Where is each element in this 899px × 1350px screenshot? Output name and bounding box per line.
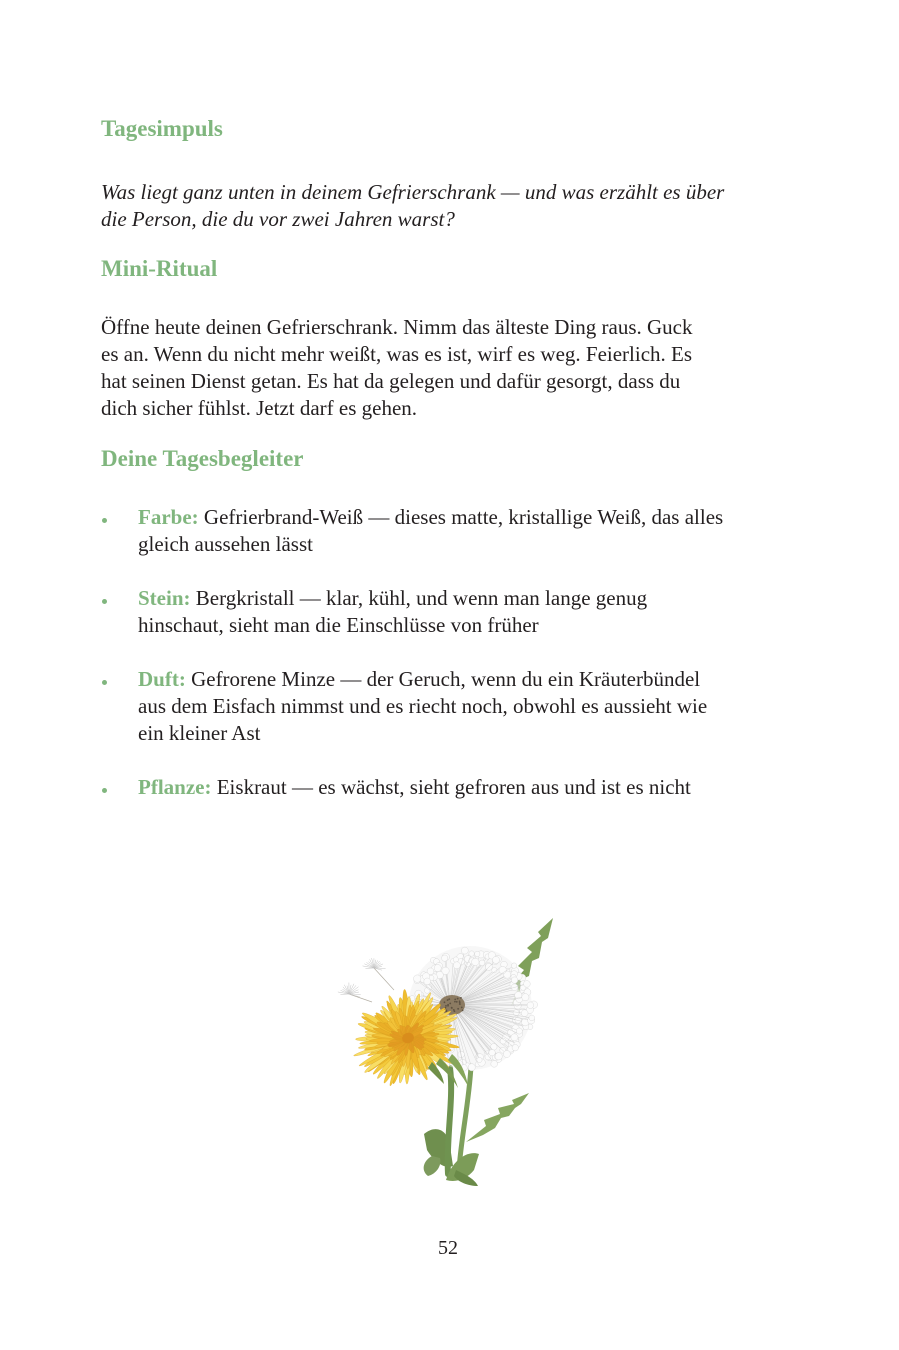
bullet-icon xyxy=(102,518,107,523)
companion-label: Stein: xyxy=(138,586,191,610)
companion-line: hinschaut, sieht man die Einschlüsse von früher xyxy=(138,613,539,637)
companion-text: Bergkristall — klar, kühl, und wenn man lange genug xyxy=(195,586,648,610)
ritual-paragraph xyxy=(101,314,693,422)
leaf-right xyxy=(466,1093,529,1142)
bullet-icon xyxy=(102,680,107,685)
companion-label: Pflanze: xyxy=(138,775,212,799)
companion-line xyxy=(138,666,723,693)
leaf-bottom-small xyxy=(424,1156,441,1176)
companion-item-pflanze xyxy=(101,774,723,801)
page-number: 52 xyxy=(438,1237,458,1259)
impulse-line: die Person, die du vor zwei Jahren warst? xyxy=(101,207,455,231)
companion-line: ein kleiner Ast xyxy=(138,721,261,745)
companion-item-duft xyxy=(101,666,723,747)
companion-line xyxy=(138,774,723,801)
ritual-line: es an. Wenn du nicht mehr weißt, was es ist, wirf es weg. Feierlich. Es xyxy=(101,342,693,366)
companion-label: Farbe: xyxy=(138,505,199,529)
section-heading-tagesbegleiter: Deine Tagesbegleiter xyxy=(101,446,304,471)
companion-item-stein xyxy=(101,585,723,639)
companion-line xyxy=(138,585,723,612)
companion-line: aus dem Eisfach nimmst und es riecht noch, obwohl es aussieht wie xyxy=(138,694,708,718)
front-leaves xyxy=(446,1093,529,1186)
companion-text: Eiskraut — es wächst, sieht gefroren aus und ist es nicht xyxy=(216,775,691,799)
impulse-question xyxy=(101,179,724,233)
flying-seeds xyxy=(338,958,394,1002)
ritual-line: dich sicher fühlst. Jetzt darf es gehen. xyxy=(101,396,418,420)
companions-list xyxy=(101,504,723,828)
companion-text: Gefrorene Minze — der Geruch, wenn du ein Kräuterbündel xyxy=(191,667,701,691)
companion-label: Duft: xyxy=(138,667,186,691)
ritual-line: Öffne heute deinen Gefrierschrank. Nimm das älteste Ding raus. Guck xyxy=(101,315,693,339)
bullet-icon xyxy=(102,788,107,793)
impulse-line: Was liegt ganz unten in deinem Gefrierschrank — und was erzählt es über xyxy=(101,180,725,204)
companion-line xyxy=(138,504,723,531)
section-heading-mini-ritual: Mini-Ritual xyxy=(101,256,218,281)
companion-text: Gefrierbrand-Weiß — dieses matte, kristallige Weiß, das alles xyxy=(203,505,724,529)
dandelion-illustration-icon xyxy=(328,908,558,1188)
companion-line: gleich aussehen lässt xyxy=(138,532,313,556)
ritual-line: hat seinen Dienst getan. Es hat da gelegen und dafür gesorgt, dass du xyxy=(101,369,681,393)
companion-item-farbe xyxy=(101,504,723,558)
bullet-icon xyxy=(102,599,107,604)
section-heading-tagesimpuls: Tagesimpuls xyxy=(101,116,223,141)
